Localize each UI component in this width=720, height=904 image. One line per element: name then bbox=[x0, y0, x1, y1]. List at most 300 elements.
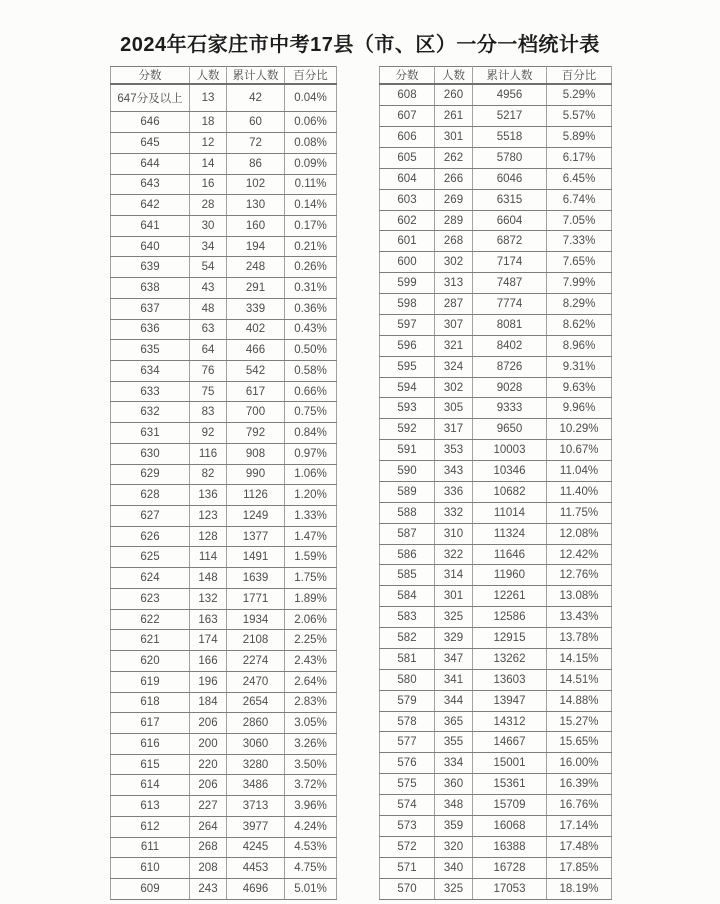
cumulative-cell: 15001 bbox=[473, 753, 547, 774]
score-table-right bbox=[379, 66, 612, 900]
percentage-cell: 16.39% bbox=[547, 774, 612, 795]
table-row bbox=[111, 733, 337, 754]
cumulative-cell: 1639 bbox=[227, 568, 285, 589]
column-header: 百分比 bbox=[285, 67, 337, 85]
score-cell: 639 bbox=[111, 257, 190, 278]
score-cell: 633 bbox=[111, 381, 190, 402]
percentage-cell: 1.75% bbox=[285, 568, 337, 589]
column-header: 分数 bbox=[380, 67, 435, 85]
table-row bbox=[111, 340, 337, 361]
count-cell: 12 bbox=[190, 133, 227, 154]
table-row bbox=[380, 440, 612, 461]
table-row bbox=[380, 502, 612, 523]
score-cell: 601 bbox=[380, 231, 435, 252]
table-row bbox=[111, 215, 337, 236]
score-cell: 632 bbox=[111, 402, 190, 423]
cumulative-cell: 1377 bbox=[227, 526, 285, 547]
table-row bbox=[111, 381, 337, 402]
percentage-cell: 0.11% bbox=[285, 174, 337, 195]
cumulative-cell: 4696 bbox=[227, 878, 285, 899]
count-cell: 208 bbox=[190, 858, 227, 879]
table-row bbox=[380, 544, 612, 565]
table-row bbox=[380, 857, 612, 878]
column-header: 人数 bbox=[190, 67, 227, 85]
tables-container bbox=[110, 66, 612, 900]
score-cell: 625 bbox=[111, 547, 190, 568]
count-cell: 220 bbox=[190, 754, 227, 775]
count-cell: 347 bbox=[435, 648, 473, 669]
percentage-cell: 7.05% bbox=[547, 210, 612, 231]
table-row bbox=[111, 298, 337, 319]
table-row bbox=[111, 692, 337, 713]
percentage-cell: 14.15% bbox=[547, 648, 612, 669]
table-row bbox=[380, 795, 612, 816]
score-cell: 574 bbox=[380, 795, 435, 816]
count-cell: 132 bbox=[190, 588, 227, 609]
table-row bbox=[111, 526, 337, 547]
percentage-cell: 2.64% bbox=[285, 671, 337, 692]
percentage-cell: 13.43% bbox=[547, 607, 612, 628]
score-cell: 621 bbox=[111, 630, 190, 651]
percentage-cell: 12.08% bbox=[547, 523, 612, 544]
percentage-cell: 12.42% bbox=[547, 544, 612, 565]
table-row bbox=[111, 837, 337, 858]
score-cell: 578 bbox=[380, 711, 435, 732]
count-cell: 307 bbox=[435, 314, 473, 335]
table-row bbox=[111, 713, 337, 734]
percentage-cell: 0.14% bbox=[285, 195, 337, 216]
percentage-cell: 5.89% bbox=[547, 127, 612, 148]
cumulative-cell: 3060 bbox=[227, 733, 285, 754]
count-cell: 128 bbox=[190, 526, 227, 547]
cumulative-cell: 13947 bbox=[473, 690, 547, 711]
table-row bbox=[380, 84, 612, 106]
cumulative-cell: 14667 bbox=[473, 732, 547, 753]
percentage-cell: 0.97% bbox=[285, 443, 337, 464]
score-cell: 590 bbox=[380, 461, 435, 482]
percentage-cell: 0.58% bbox=[285, 361, 337, 382]
percentage-cell: 2.25% bbox=[285, 630, 337, 651]
score-cell: 622 bbox=[111, 609, 190, 630]
count-cell: 261 bbox=[435, 106, 473, 127]
table-row bbox=[111, 796, 337, 817]
table-row bbox=[380, 419, 612, 440]
count-cell: 114 bbox=[190, 547, 227, 568]
cumulative-cell: 4453 bbox=[227, 858, 285, 879]
score-cell: 585 bbox=[380, 565, 435, 586]
score-cell: 583 bbox=[380, 607, 435, 628]
count-cell: 301 bbox=[435, 586, 473, 607]
count-cell: 313 bbox=[435, 273, 473, 294]
cumulative-cell: 5780 bbox=[473, 147, 547, 168]
score-cell: 640 bbox=[111, 236, 190, 257]
count-cell: 196 bbox=[190, 671, 227, 692]
cumulative-cell: 1771 bbox=[227, 588, 285, 609]
count-cell: 302 bbox=[435, 377, 473, 398]
percentage-cell: 18.19% bbox=[547, 878, 612, 899]
percentage-cell: 16.76% bbox=[547, 795, 612, 816]
cumulative-cell: 11014 bbox=[473, 502, 547, 523]
score-cell: 627 bbox=[111, 506, 190, 527]
score-cell: 614 bbox=[111, 775, 190, 796]
count-cell: 268 bbox=[435, 231, 473, 252]
cumulative-cell: 15709 bbox=[473, 795, 547, 816]
table-row bbox=[111, 174, 337, 195]
percentage-cell: 4.24% bbox=[285, 816, 337, 837]
count-cell: 266 bbox=[435, 168, 473, 189]
cumulative-cell: 16068 bbox=[473, 815, 547, 836]
cumulative-cell: 72 bbox=[227, 133, 285, 154]
count-cell: 325 bbox=[435, 607, 473, 628]
percentage-cell: 1.89% bbox=[285, 588, 337, 609]
table-row bbox=[380, 732, 612, 753]
cumulative-cell: 13262 bbox=[473, 648, 547, 669]
percentage-cell: 1.06% bbox=[285, 464, 337, 485]
count-cell: 289 bbox=[435, 210, 473, 231]
cumulative-cell: 466 bbox=[227, 340, 285, 361]
table-row bbox=[380, 294, 612, 315]
score-cell: 579 bbox=[380, 690, 435, 711]
score-cell: 642 bbox=[111, 195, 190, 216]
table-row bbox=[111, 361, 337, 382]
score-cell: 636 bbox=[111, 319, 190, 340]
table-row bbox=[380, 106, 612, 127]
cumulative-cell: 14312 bbox=[473, 711, 547, 732]
cumulative-cell: 11960 bbox=[473, 565, 547, 586]
count-cell: 287 bbox=[435, 294, 473, 315]
table-row bbox=[380, 252, 612, 273]
table-row bbox=[380, 481, 612, 502]
count-cell: 227 bbox=[190, 796, 227, 817]
count-cell: 334 bbox=[435, 753, 473, 774]
percentage-cell: 17.14% bbox=[547, 815, 612, 836]
table-row bbox=[380, 461, 612, 482]
table-row bbox=[380, 815, 612, 836]
percentage-cell: 6.17% bbox=[547, 147, 612, 168]
cumulative-cell: 1126 bbox=[227, 485, 285, 506]
cumulative-cell: 7487 bbox=[473, 273, 547, 294]
table-row bbox=[380, 669, 612, 690]
percentage-cell: 14.51% bbox=[547, 669, 612, 690]
table-row bbox=[380, 168, 612, 189]
count-cell: 329 bbox=[435, 628, 473, 649]
column-header: 累计人数 bbox=[227, 67, 285, 85]
percentage-cell: 5.01% bbox=[285, 878, 337, 899]
cumulative-cell: 3280 bbox=[227, 754, 285, 775]
table-row bbox=[111, 443, 337, 464]
column-header: 人数 bbox=[435, 67, 473, 85]
score-cell: 571 bbox=[380, 857, 435, 878]
table-row bbox=[380, 586, 612, 607]
score-cell: 637 bbox=[111, 298, 190, 319]
cumulative-cell: 9650 bbox=[473, 419, 547, 440]
cumulative-cell: 130 bbox=[227, 195, 285, 216]
percentage-cell: 7.33% bbox=[547, 231, 612, 252]
table-row bbox=[111, 195, 337, 216]
cumulative-cell: 7774 bbox=[473, 294, 547, 315]
percentage-cell: 0.06% bbox=[285, 112, 337, 133]
table-row bbox=[111, 609, 337, 630]
percentage-cell: 2.83% bbox=[285, 692, 337, 713]
count-cell: 16 bbox=[190, 174, 227, 195]
table-row bbox=[380, 711, 612, 732]
score-cell: 604 bbox=[380, 168, 435, 189]
cumulative-cell: 17053 bbox=[473, 878, 547, 899]
table-row bbox=[111, 257, 337, 278]
count-cell: 264 bbox=[190, 816, 227, 837]
cumulative-cell: 6604 bbox=[473, 210, 547, 231]
count-cell: 48 bbox=[190, 298, 227, 319]
count-cell: 116 bbox=[190, 443, 227, 464]
cumulative-cell: 10682 bbox=[473, 481, 547, 502]
count-cell: 360 bbox=[435, 774, 473, 795]
percentage-cell: 9.96% bbox=[547, 398, 612, 419]
table-row bbox=[111, 236, 337, 257]
cumulative-cell: 12261 bbox=[473, 586, 547, 607]
cumulative-cell: 5518 bbox=[473, 127, 547, 148]
count-cell: 324 bbox=[435, 356, 473, 377]
score-cell: 631 bbox=[111, 423, 190, 444]
header-row bbox=[111, 67, 337, 85]
score-cell: 588 bbox=[380, 502, 435, 523]
percentage-cell: 3.96% bbox=[285, 796, 337, 817]
cumulative-cell: 2108 bbox=[227, 630, 285, 651]
cumulative-cell: 2274 bbox=[227, 651, 285, 672]
percentage-cell: 10.67% bbox=[547, 440, 612, 461]
score-cell: 577 bbox=[380, 732, 435, 753]
score-cell: 638 bbox=[111, 278, 190, 299]
table-row bbox=[380, 356, 612, 377]
cumulative-cell: 908 bbox=[227, 443, 285, 464]
count-cell: 321 bbox=[435, 335, 473, 356]
table-row bbox=[111, 464, 337, 485]
percentage-cell: 0.17% bbox=[285, 215, 337, 236]
cumulative-cell: 4245 bbox=[227, 837, 285, 858]
table-row bbox=[111, 651, 337, 672]
count-cell: 166 bbox=[190, 651, 227, 672]
cumulative-cell: 1491 bbox=[227, 547, 285, 568]
percentage-cell: 1.20% bbox=[285, 485, 337, 506]
table-row bbox=[380, 523, 612, 544]
percentage-cell: 0.36% bbox=[285, 298, 337, 319]
table-row bbox=[111, 423, 337, 444]
table-row bbox=[380, 231, 612, 252]
count-cell: 64 bbox=[190, 340, 227, 361]
header-row bbox=[380, 67, 612, 85]
table-row bbox=[111, 630, 337, 651]
cumulative-cell: 3977 bbox=[227, 816, 285, 837]
table-row bbox=[380, 377, 612, 398]
percentage-cell: 11.40% bbox=[547, 481, 612, 502]
cumulative-cell: 1934 bbox=[227, 609, 285, 630]
cumulative-cell: 7174 bbox=[473, 252, 547, 273]
table-row bbox=[380, 753, 612, 774]
score-cell: 611 bbox=[111, 837, 190, 858]
score-cell: 612 bbox=[111, 816, 190, 837]
percentage-cell: 8.96% bbox=[547, 335, 612, 356]
cumulative-cell: 3486 bbox=[227, 775, 285, 796]
percentage-cell: 11.04% bbox=[547, 461, 612, 482]
count-cell: 14 bbox=[190, 153, 227, 174]
percentage-cell: 5.57% bbox=[547, 106, 612, 127]
count-cell: 332 bbox=[435, 502, 473, 523]
percentage-cell: 9.31% bbox=[547, 356, 612, 377]
score-cell: 619 bbox=[111, 671, 190, 692]
table-row bbox=[111, 568, 337, 589]
cumulative-cell: 8081 bbox=[473, 314, 547, 335]
table-row bbox=[380, 147, 612, 168]
score-cell: 606 bbox=[380, 127, 435, 148]
count-cell: 310 bbox=[435, 523, 473, 544]
percentage-cell: 6.45% bbox=[547, 168, 612, 189]
percentage-cell: 10.29% bbox=[547, 419, 612, 440]
score-cell: 597 bbox=[380, 314, 435, 335]
table-row bbox=[380, 314, 612, 335]
percentage-cell: 12.76% bbox=[547, 565, 612, 586]
cumulative-cell: 12915 bbox=[473, 628, 547, 649]
percentage-cell: 3.50% bbox=[285, 754, 337, 775]
table-row bbox=[380, 628, 612, 649]
percentage-cell: 0.50% bbox=[285, 340, 337, 361]
count-cell: 174 bbox=[190, 630, 227, 651]
table-row bbox=[111, 485, 337, 506]
count-cell: 268 bbox=[190, 837, 227, 858]
cumulative-cell: 542 bbox=[227, 361, 285, 382]
score-cell: 643 bbox=[111, 174, 190, 195]
cumulative-cell: 792 bbox=[227, 423, 285, 444]
cumulative-cell: 102 bbox=[227, 174, 285, 195]
count-cell: 148 bbox=[190, 568, 227, 589]
cumulative-cell: 617 bbox=[227, 381, 285, 402]
count-cell: 314 bbox=[435, 565, 473, 586]
cumulative-cell: 4956 bbox=[473, 84, 547, 106]
count-cell: 136 bbox=[190, 485, 227, 506]
score-cell: 591 bbox=[380, 440, 435, 461]
cumulative-cell: 13603 bbox=[473, 669, 547, 690]
table-row bbox=[380, 127, 612, 148]
percentage-cell: 15.65% bbox=[547, 732, 612, 753]
count-cell: 28 bbox=[190, 195, 227, 216]
score-cell: 630 bbox=[111, 443, 190, 464]
score-cell: 609 bbox=[111, 878, 190, 899]
cumulative-cell: 8726 bbox=[473, 356, 547, 377]
cumulative-cell: 2470 bbox=[227, 671, 285, 692]
column-header: 累计人数 bbox=[473, 67, 547, 85]
count-cell: 365 bbox=[435, 711, 473, 732]
percentage-cell: 0.66% bbox=[285, 381, 337, 402]
percentage-cell: 3.26% bbox=[285, 733, 337, 754]
score-cell: 592 bbox=[380, 419, 435, 440]
table-row bbox=[111, 84, 337, 112]
cumulative-cell: 6315 bbox=[473, 189, 547, 210]
score-cell: 589 bbox=[380, 481, 435, 502]
count-cell: 355 bbox=[435, 732, 473, 753]
count-cell: 343 bbox=[435, 461, 473, 482]
percentage-cell: 0.75% bbox=[285, 402, 337, 423]
count-cell: 353 bbox=[435, 440, 473, 461]
cumulative-cell: 5217 bbox=[473, 106, 547, 127]
count-cell: 341 bbox=[435, 669, 473, 690]
count-cell: 305 bbox=[435, 398, 473, 419]
cumulative-cell: 700 bbox=[227, 402, 285, 423]
percentage-cell: 0.08% bbox=[285, 133, 337, 154]
score-cell: 613 bbox=[111, 796, 190, 817]
cumulative-cell: 60 bbox=[227, 112, 285, 133]
percentage-cell: 16.00% bbox=[547, 753, 612, 774]
percentage-cell: 15.27% bbox=[547, 711, 612, 732]
table-row bbox=[380, 836, 612, 857]
percentage-cell: 0.84% bbox=[285, 423, 337, 444]
percentage-cell: 13.08% bbox=[547, 586, 612, 607]
score-cell: 634 bbox=[111, 361, 190, 382]
score-cell: 645 bbox=[111, 133, 190, 154]
score-cell: 624 bbox=[111, 568, 190, 589]
table-row bbox=[380, 335, 612, 356]
cumulative-cell: 1249 bbox=[227, 506, 285, 527]
score-cell: 575 bbox=[380, 774, 435, 795]
score-cell: 595 bbox=[380, 356, 435, 377]
score-cell: 610 bbox=[111, 858, 190, 879]
cumulative-cell: 291 bbox=[227, 278, 285, 299]
table-row bbox=[111, 878, 337, 899]
table-header-right bbox=[380, 67, 612, 85]
table-row bbox=[380, 398, 612, 419]
percentage-cell: 9.63% bbox=[547, 377, 612, 398]
count-cell: 34 bbox=[190, 236, 227, 257]
cumulative-cell: 11646 bbox=[473, 544, 547, 565]
score-cell: 646 bbox=[111, 112, 190, 133]
cumulative-cell: 990 bbox=[227, 464, 285, 485]
count-cell: 269 bbox=[435, 189, 473, 210]
percentage-cell: 0.31% bbox=[285, 278, 337, 299]
score-cell: 607 bbox=[380, 106, 435, 127]
cumulative-cell: 16728 bbox=[473, 857, 547, 878]
count-cell: 344 bbox=[435, 690, 473, 711]
count-cell: 317 bbox=[435, 419, 473, 440]
table-row bbox=[111, 278, 337, 299]
score-cell: 602 bbox=[380, 210, 435, 231]
count-cell: 184 bbox=[190, 692, 227, 713]
percentage-cell: 3.72% bbox=[285, 775, 337, 796]
percentage-cell: 8.29% bbox=[547, 294, 612, 315]
table-row bbox=[111, 153, 337, 174]
cumulative-cell: 11324 bbox=[473, 523, 547, 544]
score-table-left bbox=[110, 66, 337, 900]
percentage-cell: 0.09% bbox=[285, 153, 337, 174]
table-body-right bbox=[380, 84, 612, 900]
table-row bbox=[111, 858, 337, 879]
score-cell: 618 bbox=[111, 692, 190, 713]
count-cell: 301 bbox=[435, 127, 473, 148]
table-row bbox=[380, 774, 612, 795]
score-cell: 570 bbox=[380, 878, 435, 899]
score-cell: 587 bbox=[380, 523, 435, 544]
table-row bbox=[380, 607, 612, 628]
table-row bbox=[111, 133, 337, 154]
score-cell: 629 bbox=[111, 464, 190, 485]
table-row bbox=[111, 402, 337, 423]
count-cell: 83 bbox=[190, 402, 227, 423]
cumulative-cell: 248 bbox=[227, 257, 285, 278]
score-cell: 620 bbox=[111, 651, 190, 672]
cumulative-cell: 9028 bbox=[473, 377, 547, 398]
percentage-cell: 2.43% bbox=[285, 651, 337, 672]
count-cell: 63 bbox=[190, 319, 227, 340]
count-cell: 262 bbox=[435, 147, 473, 168]
score-cell: 596 bbox=[380, 335, 435, 356]
count-cell: 336 bbox=[435, 481, 473, 502]
percentage-cell: 0.21% bbox=[285, 236, 337, 257]
